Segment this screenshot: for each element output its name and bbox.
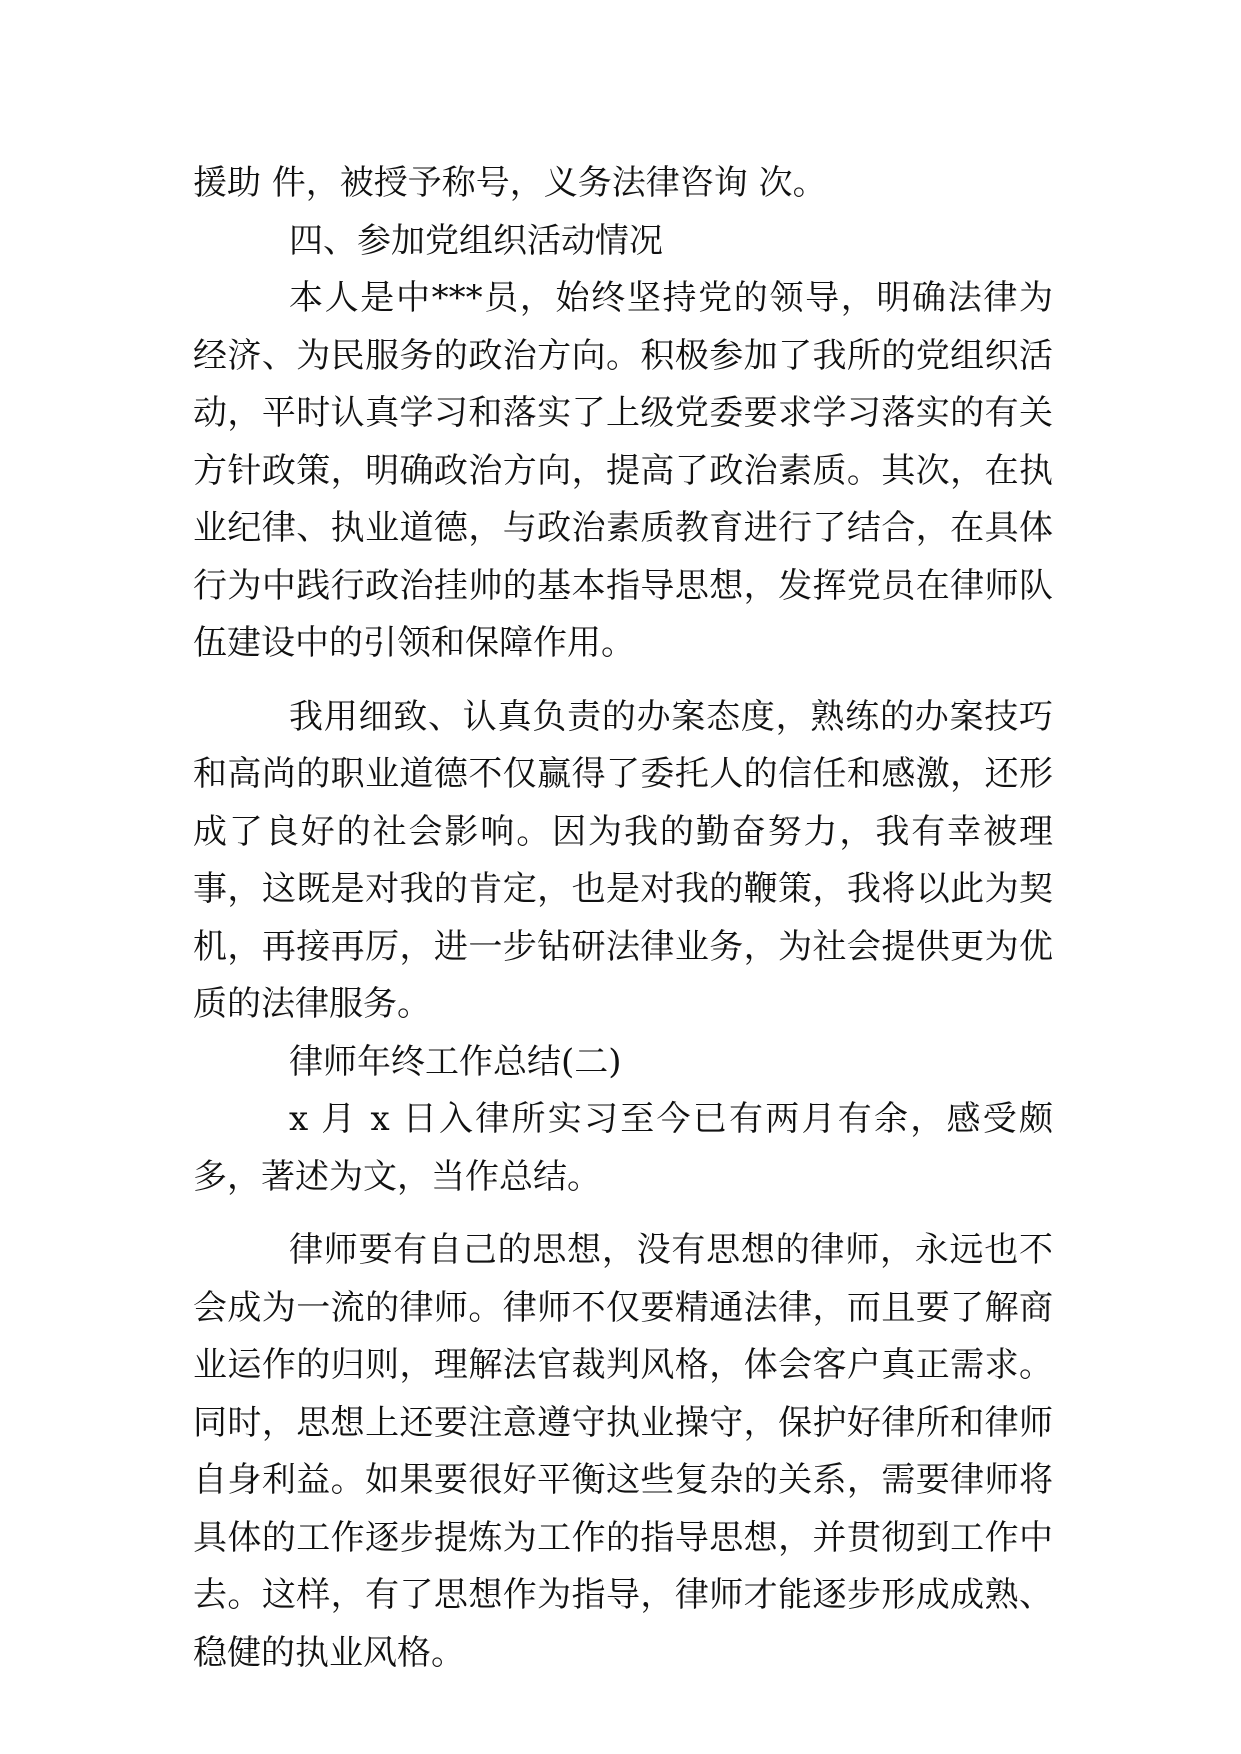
paragraph-internship-intro: x 月 x 日入律所实习至今已有两月有余，感受颇多，著述为文，当作总结。 [193, 1099, 1053, 1197]
document-subtitle: 律师年终工作总结(二) [289, 1041, 622, 1082]
paragraph-party-activities: 本人是中***员，始终坚持党的领导，明确法律为经济、为民服务的政治方向。积极参加了我所的党组织活动，平时认真学习和落实了上级党委要求学习落实的有关方针政策，明确政治方向，提高了政治素质。其次，在执业纪律、执业道德，与政治素质教育进行了结合，在具体行为中践行政治挂帅的基本指导思想，发挥党员在律师队伍建设中的引领和保障作用。 [193, 278, 1053, 663]
paragraph-work-attitude: 我用细致、认真负责的办案态度，熟练的办案技巧和高尚的职业道德不仅赢得了委托人的信任和感激，还形成了良好的社会影响。因为我的勤奋努力，我有幸被理事，这既是对我的肯定，也是对我的鞭策，我将以此为契机，再接再厉，进一步钻研法律业务，为社会提供更为优质的法律服务。 [193, 696, 1053, 1024]
section-heading: 四、参加党组织活动情况 [289, 220, 663, 261]
paragraph-lawyer-thinking: 律师要有自己的思想，没有思想的律师，永远也不会成为一流的律师。律师不仅要精通法律，而且要了解商业运作的归则，理解法官裁判风格，体会客户真正需求。同时，思想上还要注意遵守执业操守，保护好律所和律师自身利益。如果要很好平衡这些复杂的关系，需要律师将具体的工作逐步提炼为工作的指导思想，并贯彻到工作中去。这样，有了思想作为指导，律师才能逐步形成成熟、稳健的执业风格。 [193, 1230, 1053, 1673]
paragraph-continuation: 援助 件，被授予称号，义务法律咨询 次。 [193, 163, 827, 203]
document-body [193, 155, 1053, 1682]
